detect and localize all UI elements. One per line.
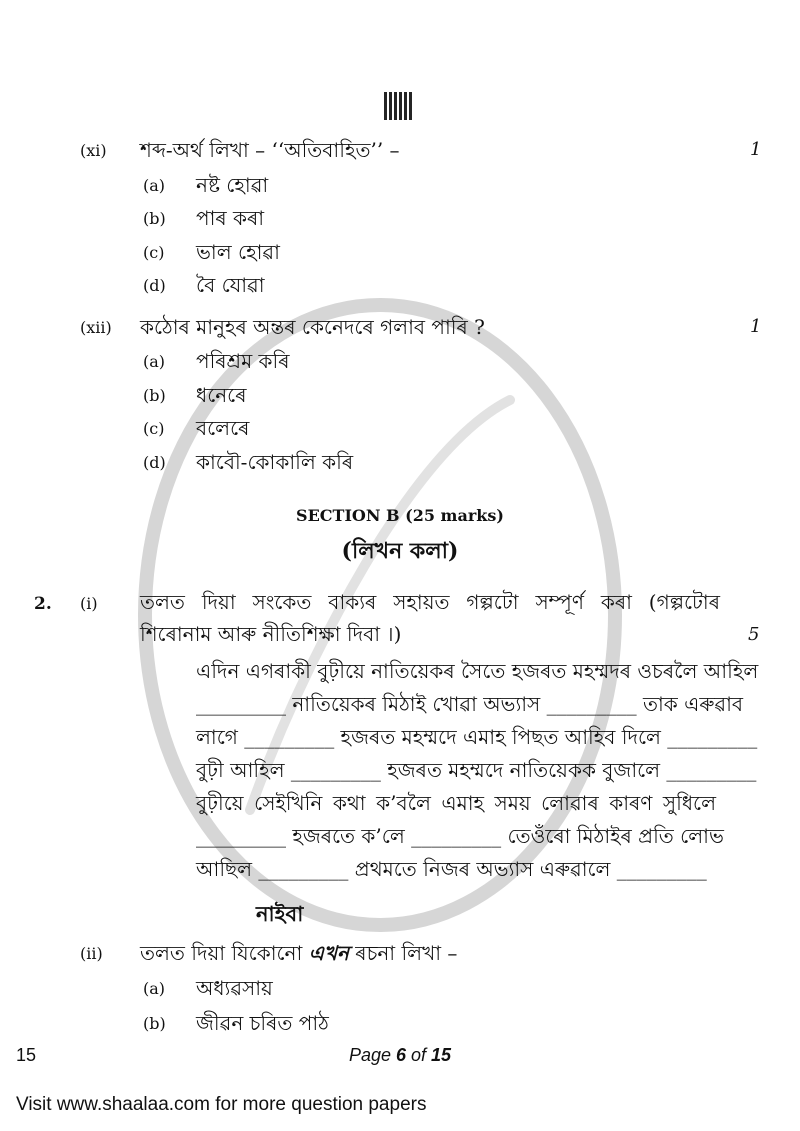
option-label: (c): [143, 419, 165, 438]
option-label: (a): [143, 176, 166, 195]
option-label: (b): [143, 386, 166, 405]
option-text: অধ্যৱসায়: [196, 976, 273, 1000]
marks: 1: [750, 316, 762, 337]
sub-question-number: (i): [80, 594, 98, 613]
question-text: কঠোৰ মানুহৰ অন্তৰ কেনেদৰে গলাব পাৰি ?: [140, 315, 485, 339]
option-label: (c): [143, 243, 165, 262]
option-text: পৰিশ্ৰম কৰি: [196, 349, 290, 373]
or-label: নাইবা: [256, 901, 304, 926]
marks: 1: [750, 139, 762, 160]
total-pages: 15: [431, 1045, 452, 1065]
option-text: পাৰ কৰা: [196, 206, 265, 230]
story-line: আছিল _________ প্ৰথমতে নিজৰ অভ্যাস এৰুৱালে _________: [196, 857, 707, 881]
question-text: শব্দ-অৰ্থ লিখা – ‘‘অতিবাহিত’’ –: [140, 138, 400, 162]
story-line: _________ হজৰতে ক’লে _________ তেওঁৰো মিঠাইৰ প্ৰতি লোভ: [196, 824, 724, 848]
story-line: বুঢ়ী আহিল _________ হজৰত মহম্মদে নাতিয়েকক বুজালে _________: [196, 758, 757, 782]
marks: 5: [748, 624, 760, 645]
story-line: বুঢ়ীয়ে সেইখিনি কথা ক’বলৈ এমাহ সময় লোৱাৰ কাৰণ সুধিলে: [196, 791, 716, 815]
question-text: [140, 939, 457, 972]
option-label: (a): [143, 979, 166, 998]
option-label: (d): [143, 453, 166, 472]
option-text: ধনেৰে: [196, 383, 247, 407]
section-title: SECTION B (25 marks): [296, 506, 504, 525]
emphasis: এখন: [308, 941, 349, 965]
question-number: (xi): [80, 141, 107, 160]
text: তলত দিয়া যিকোনো: [140, 941, 309, 965]
story-line: এদিন এগৰাকী বুঢ়ীয়ে নাতিয়েকৰ সৈতে হজৰত মহম্মদৰ ওচৰলৈ আহিল: [196, 659, 759, 683]
option-label: (b): [143, 1014, 166, 1033]
text: of: [406, 1045, 432, 1065]
current-page: 6: [395, 1045, 406, 1065]
option-text: ভাল হোৱা: [196, 240, 280, 264]
question-number: 2.: [34, 594, 52, 614]
option-text: বলেৰে: [196, 416, 250, 440]
page-number: [300, 1045, 500, 1066]
option-label: (a): [143, 352, 166, 371]
option-label: (b): [143, 209, 166, 228]
option-text: জীৱন চৰিত পাঠ: [196, 1011, 329, 1035]
sub-question-number: (ii): [80, 944, 103, 963]
option-text: বৈ যোৱা: [196, 273, 265, 297]
story-line: _________ নাতিয়েকৰ মিঠাই খোৱা অভ্যাস _________ তাক এৰুৱাব: [196, 692, 744, 716]
question-text-cont: শিৰোনাম আৰু নীতিশিক্ষা দিবা ।): [140, 622, 402, 646]
option-text: কাবৌ-কোকালি কৰি: [196, 450, 354, 474]
question-text: তলত দিয়া সংকেত বাক্যৰ সহায়ত গল্পটো সম্পূৰ্ণ কৰা (গল্পটোৰ: [140, 590, 720, 614]
story-line: লাগে _________ হজৰত মহম্মদে এমাহ পিছত আহিব দিলে _________: [196, 725, 758, 749]
text: Page: [348, 1045, 396, 1065]
option-text: নষ্ট হোৱা: [196, 173, 269, 197]
qr-code-icon: [384, 92, 412, 120]
visit-link[interactable]: Visit www.shaalaa.com for more question papers: [16, 1094, 427, 1115]
section-subtitle: (লিখন কলা): [341, 538, 459, 564]
option-label: (d): [143, 276, 166, 295]
question-number: (xii): [80, 318, 112, 337]
story-outline: [196, 655, 759, 886]
paper-code: 15: [16, 1045, 37, 1065]
text: ৰচনা লিখা –: [348, 941, 458, 965]
